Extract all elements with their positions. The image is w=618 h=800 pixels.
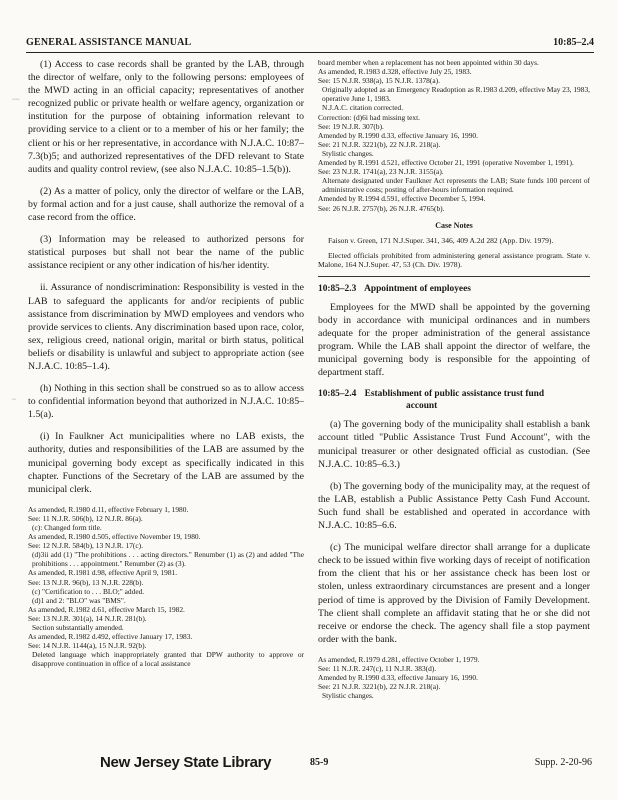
section-title-continued: account: [406, 401, 438, 412]
history-line: Amended by R.1994 d.591, effective December 5, 1994.: [318, 194, 486, 204]
history-line: As amended, R.1983 d.328, effective July 25, 1983.: [318, 67, 472, 77]
history-line: Amended by R.1990 d.33, effective January 16, 1990.: [318, 130, 478, 140]
margin-mark: ~: [12, 396, 16, 404]
history-line: See: 26 N.J.R. 2757(b), 26 N.J.R. 4765(b).: [318, 203, 445, 213]
right-column: [318, 58, 590, 706]
history-line: Alternate designated under Faulkner Act represents the LAB; State funds 100 percent of administrative costs; posting of after-hours information required.: [322, 176, 590, 195]
case-notes-heading: Case Notes: [435, 220, 473, 230]
history-line: (c): Changed form title.: [32, 523, 102, 532]
page-footer: [100, 754, 600, 774]
history-line: (d)1 and 2: "BLO" was "BMS".: [32, 595, 126, 605]
history-line: Correction: (d)6i had missing text.: [318, 112, 421, 122]
history-line: Originally adopted as an Emergency Readoption as R.1983 d.209, effective May 23, 1983, operative June 1, 1983.: [322, 85, 590, 104]
supplement-date: Supp. 2-20-96: [534, 757, 592, 768]
history-line: As amended, R.1982 d.492, effective January 17, 1983.: [28, 632, 193, 642]
left-column: [28, 58, 304, 675]
history-line: (c) "Certification to . . . BLO;" added.: [32, 586, 145, 596]
history-line: As amended, R.1980 d.11, effective February 1, 1980.: [28, 504, 189, 514]
history-notes-2-4: [318, 655, 590, 700]
manual-title: GENERAL ASSISTANCE MANUAL: [26, 37, 192, 48]
paragraph-access-records: (1) Access to case records shall be granted by the LAB, through the director of welfare, only to the following persons: employees of the MWD acting in an official capacity; representatives of another recognized public or private health or welfare agency, organization or institution for the purpose of obtaining information relevant to providing service to a client or to a member of his or her family; the client or his or her representative, in accordance with N.J.A.C. 10:87–7.3(b)5; and authorized representatives of the DFD relevant to State audits and quality control review, (see also N.J.A.C. 10:85–1.5(b)).: [28, 59, 304, 175]
history-line: Deleted language which inappropriately granted that DPW authority to approve or disapprove continuation in office of a local assistance: [32, 650, 304, 669]
history-line: As amended, R.1982 d.61, effective March 15, 1982.: [28, 604, 185, 614]
paragraph-i: (i) In Faulkner Act municipalities where no LAB exists, the authority, duties and responsibilities of the LAB are assumed by the municipal governing body except as specifically indicated in this chapter. Functions of the Secretary of the LAB are assumed by the municipal clerk.: [28, 431, 304, 495]
section-2-4-b: (b) The governing body of the municipality may, at the request of the LAB, establish a Public Assistance Petty Cash Fund Account. Such fund shall be established and operated in accordance with N.J.A.C. 10:85–6.6.: [318, 480, 590, 532]
history-line: See: 23 N.J.R. 1741(a), 23 N.J.R. 3155(a).: [318, 167, 444, 177]
paragraph-statistical-release: (3) Information may be released to authorized persons for statistical purposes but shall not bear the name of the public assistance recipient or any other indication of his/her identity.: [28, 234, 304, 272]
running-header: [26, 36, 594, 53]
section-2-4-a: (a) The governing body of the municipality shall establish a bank account titled "Public Assistance Trust Fund Account", with the municipal treasurer or other designated official as custodian. (See N.J.A.C. 10:85–6.3.): [318, 419, 590, 470]
history-line: See: 13 N.J.R. 96(b), 13 N.J.R. 228(b).: [28, 577, 144, 587]
history-line: See: 13 N.J.R. 301(a), 14 N.J.R. 281(b).: [28, 613, 147, 623]
library-stamp: New Jersey State Library: [100, 754, 272, 771]
history-line: board member when a replacement has not been appointed within 30 days.: [318, 58, 539, 67]
divider: [318, 276, 590, 277]
history-line: As amended, R.1979 d.281, effective October 1, 1979.: [318, 654, 480, 664]
history-line: See: 21 N.J.R. 3221(b), 22 N.J.R. 218(a).: [318, 682, 441, 692]
history-line: See: 15 N.J.R. 938(a), 15 N.J.R. 1378(a).: [318, 76, 440, 86]
history-line: Amended by R.1990 d.33, effective January 16, 1990.: [318, 673, 478, 683]
history-line: Stylistic changes.: [322, 148, 374, 158]
margin-mark: ~~: [12, 96, 20, 104]
history-line: See: 11 N.J.R. 247(c), 11 N.J.R. 383(d).: [318, 663, 437, 673]
history-line: Amended by R.1991 d.521, effective October 21, 1991 (operative November 1, 1991).: [318, 158, 574, 168]
history-line: As amended, R.1981 d.98, effective April 9, 1981.: [28, 568, 178, 578]
history-line: Stylistic changes.: [322, 691, 374, 701]
case-note: Faison v. Green, 171 N.J.Super. 341, 346, 409 A.2d 282 (App. Div. 1979).: [328, 235, 554, 245]
history-line: See: 11 N.J.R. 506(b), 12 N.J.R. 86(a).: [28, 513, 143, 523]
section-title: Appointment of employees: [364, 283, 471, 294]
history-line: (d)3ii add (1) "The prohibitions . . . acting directors." Renumber (1) as (2) and added "The prohibitions . . . appointment." Renumber (2) as (3).: [32, 550, 304, 569]
history-line: As amended, R.1980 d.505, effective November 19, 1980.: [28, 532, 201, 542]
paragraph-removal-policy: (2) As a matter of policy, only the director of welfare or the LAB, by formal action and for a just cause, shall authorize the removal of a case record from the office.: [28, 185, 304, 224]
case-note: Elected officials prohibited from administering general assistance program. State v. Malone, 164 N.J.Super. 47, 53 (Ch. Div. 1978).: [318, 251, 590, 270]
paragraph-nondiscrimination: ii. Assurance of nondiscrimination: Responsibility is vested in the LAB to safeguard the applicants for and/or recipients of public assistance from discrimination by MWD employees and vendors who provide services to clients. Any discrimination based upon race, color, sex, religious creed, national origin, marital or birth status, political beliefs or disability is unlawful and subject to appropriate action (see N.J.A.C. 10:85–1.4).: [28, 282, 304, 372]
history-line: See: 21 N.J.R. 3221(b), 22 N.J.R. 218(a).: [318, 139, 441, 149]
history-line: N.J.A.C. citation corrected.: [322, 103, 404, 113]
history-line: See: 19 N.J.R. 307(b).: [318, 121, 384, 131]
section-2-3-text: Employees for the MWD shall be appointed by the governing body in accordance with municipal ordinances and in numbers adequate for the proper administration of the general assistance program. While the LAB shall appoint the director of welfare, the municipal governing body is responsible for the appointing of department staff.: [318, 301, 590, 379]
section-number: 10:85–2.3: [318, 283, 357, 294]
history-notes: [28, 505, 304, 669]
section-2-4-c: (c) The municipal welfare director shall arrange for a duplicate check to be issued within five working days of receipt of notification from the client that his or her assistance check has been lost or stolen, unless extraordinary circumstances are present and a longer period of time is approved by the Division of Family Development. The client shall complete an affidavit stating that he or she did not receive or endorse the check. The agency shall file a stop payment order with the bank.: [318, 542, 590, 645]
section-number: 10:85–2.4: [318, 389, 357, 400]
history-line: Section substantially amended.: [32, 623, 124, 633]
section-title: Establishment of public assistance trust fund: [364, 389, 545, 400]
paragraph-h: (h) Nothing in this section shall be construed so as to allow access to confidential information beyond that authorized in N.J.A.C. 10:85–1.5(a).: [28, 383, 304, 421]
history-notes-continued: [318, 58, 590, 213]
section-range: 10:85–2.4: [553, 37, 594, 48]
history-line: See: 14 N.J.R. 1144(a), 15 N.J.R. 92(b).: [28, 641, 147, 651]
section-heading-2-3: [318, 283, 590, 295]
section-heading-2-4: [318, 388, 590, 412]
page-number: 85-9: [310, 757, 329, 768]
history-line: See: 12 N.J.R. 584(b), 13 N.J.R. 17(c).: [28, 541, 143, 551]
